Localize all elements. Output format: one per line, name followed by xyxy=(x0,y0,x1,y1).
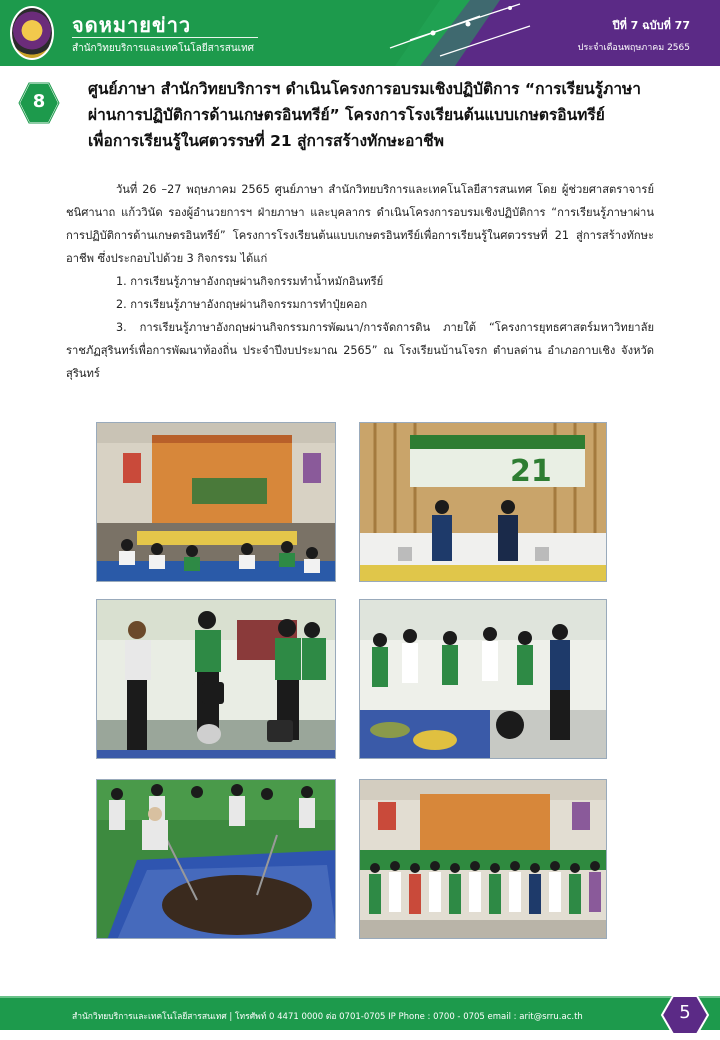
activity-item: 1. การเรียนรู้ภาษาอังกฤษผ่านกิจกรรมทำน้ำหมักอินทรีย์ xyxy=(116,275,384,288)
photo-hall-audience xyxy=(96,422,336,582)
office-name: สำนักวิทยบริการและเทคโนโลยีสารสนเทศ xyxy=(72,43,255,54)
title-divider xyxy=(72,37,258,38)
page-number: 5 xyxy=(679,1002,691,1023)
activity-item: 2. การเรียนรู้ภาษาอังกฤษผ่านกิจกรรมการทำปุ๋ยคอก xyxy=(116,298,368,311)
photo-group-portrait xyxy=(359,779,607,939)
footer-contact: สำนักวิทยบริการและเทคโนโลยีสารสนเทศ | โทรศัพท์ 0 4471 0000 ต่อ 0701-0705 IP Phone : 0700 - 0705 email : arit@srru.ac.th xyxy=(72,1012,583,1022)
section-number: 8 xyxy=(32,91,46,112)
article-body xyxy=(66,178,654,385)
intro-paragraph: วันที่ 26 –27 พฤษภาคม 2565 ศูนย์ภาษา สำนักวิทยบริการและเทคโนโลยีสารสนเทศ โดย ผู้ช่วยศาสตราจารย์ชนิศานาถ แก้ววินัด รองผู้อำนวยการฯ ฝ่ายภาษา และบุคลากร ดำเนินโครงการอบรมเชิงปฏิบัติการ “การเรียนรู้ภาษาผ่านการปฏิบัติการด้านเกษตรอินทรีย์” โครงการโรงเรียนต้นแบบเกษตรอินทรีย์เพื่อการเรียนรู้ในศตวรรษที่ 21 สู่การสร้างทักษะอาชีพ ซึ่งประกอบไปด้วย 3 กิจกรรม ได้แก่ xyxy=(66,183,654,265)
photo-presenters xyxy=(359,422,607,582)
university-logo xyxy=(10,6,54,60)
article-headline xyxy=(88,76,688,154)
activity-item: 3. การเรียนรู้ภาษาอังกฤษผ่านกิจกรรมการพัฒนา/การจัดการดิน ภายใต้ “โครงการยุทธศาสตร์มหาวิทยาลัยราชภัฏสุรินทร์เพื่อการพัฒนาท้องถิ่น ประจำปีงบประมาณ 2565” ณ โรงเรียนบ้านโจรก ตำบลด่าน อำเภอกาบเชิง จังหวัดสุรินทร์ xyxy=(66,321,654,380)
issue-month: ประจำเดือนพฤษภาคม 2565 xyxy=(577,43,690,53)
banner-21-text: 21 xyxy=(510,454,552,489)
newsletter-title: จดหมายข่าว xyxy=(72,13,192,37)
photo-group-activity xyxy=(359,599,607,759)
headline-line: ผ่านการปฏิบัติการด้านเกษตรอินทรีย์” โครงการโรงเรียนต้นแบบเกษตรอินทรีย์ xyxy=(88,106,605,124)
photo-students-bucket xyxy=(96,599,336,759)
page-header xyxy=(0,0,720,66)
headline-line: ศูนย์ภาษา สำนักวิทยบริการฯ ดำเนินโครงการอบรมเชิงปฏิบัติการ “การเรียนรู้ภาษา xyxy=(88,80,641,98)
headline-line: เพื่อการเรียนรู้ในศตวรรษที่ 21 สู่การสร้างทักษะอาชีพ xyxy=(88,132,444,150)
photo-compost-pile xyxy=(96,779,336,939)
issue-number: ปีที่ 7 ฉบับที่ 77 xyxy=(612,19,690,32)
